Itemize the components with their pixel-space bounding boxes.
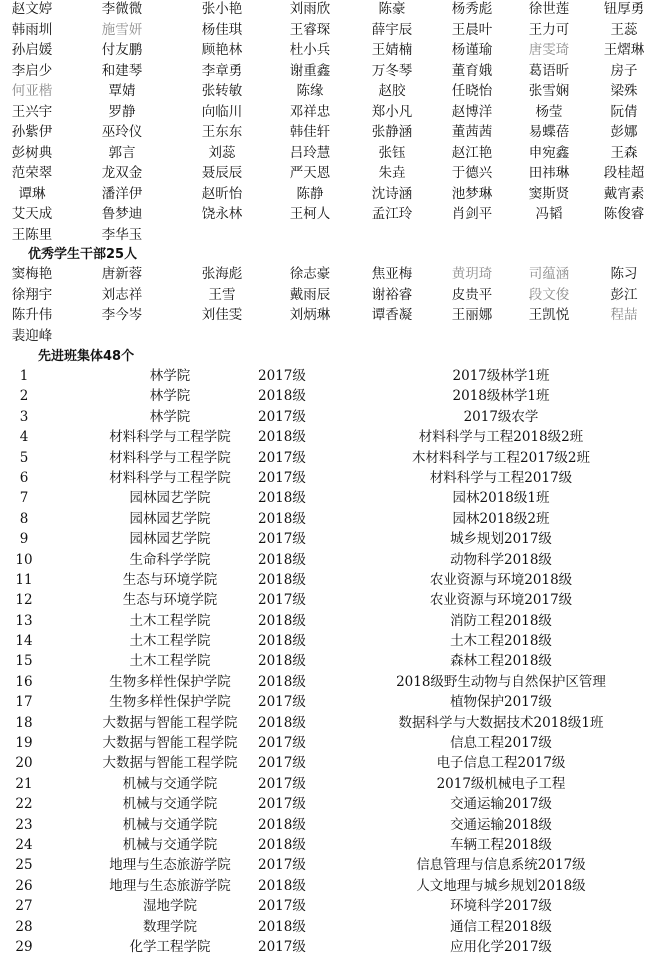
class-name: 信息工程2017级 [450,735,552,752]
class-name: 动物科学2018级 [450,551,552,568]
name-cell: 陈缘 [296,83,324,99]
class-name: 植物保护2017级 [450,694,552,711]
name-row [0,122,648,143]
grade-year: 2017级 [258,898,306,915]
table-row [0,896,648,916]
name-cell: 谢重鑫 [289,62,331,79]
grade-year: 2017级 [258,735,306,752]
name-cell: 李微微 [101,1,143,17]
table-row [0,835,648,855]
name-cell: 王雪 [208,286,236,303]
college-name: 大数据与智能工程学院 [102,714,238,731]
college-name: 材料科学与工程学院 [109,429,231,446]
college-name: 土木工程学院 [129,653,211,670]
name-row [0,225,648,246]
name-row [0,40,648,61]
table-row [0,917,648,937]
name-cell: 王柯人 [289,206,331,222]
row-number: 3 [19,408,29,425]
row-number: 18 [15,714,33,731]
cadres-heading: 优秀学生干部25人 [28,247,138,262]
name-cell: 赵文婷 [11,1,53,17]
name-cell: 杜小兵 [289,42,331,58]
name-cell: 于德兴 [451,165,493,181]
grade-year: 2017级 [258,469,306,486]
name-cell: 龙双金 [101,165,143,181]
name-cell: 彭娜 [610,124,638,140]
grade-year: 2018级 [258,551,306,568]
table-row [0,509,648,529]
college-name: 机械与交通学院 [122,836,218,853]
name-cell: 严天恩 [289,165,331,181]
name-cell: 唐雯琦 [528,42,570,58]
name-row [0,20,648,41]
name-cell: 韩雨圳 [11,21,53,38]
name-cell: 陈习 [610,266,638,282]
name-cell: 陈豪 [378,1,406,17]
table-row [0,815,648,835]
name-cell: 施雪妍 [101,21,143,38]
class-name: 车辆工程2018级 [450,836,552,853]
table-row [0,651,648,671]
row-number: 21 [15,775,33,792]
name-cell: 黄玥琦 [451,266,493,282]
name-cell: 李华玉 [101,226,143,243]
grade-year: 2018级 [258,653,306,670]
table-row [0,937,648,957]
name-cell: 窦梅艳 [11,266,53,282]
row-number: 5 [19,449,29,466]
name-cell: 王东东 [201,124,243,140]
row-number: 15 [15,653,33,670]
name-cell: 聂辰辰 [201,165,243,181]
name-cell: 范荣翠 [11,165,53,181]
name-row [0,61,648,82]
name-cell: 易蝶蓓 [528,124,570,140]
college-name: 大数据与智能工程学院 [102,755,238,772]
class-name: 木材料科学与工程2017级2班 [412,449,590,466]
college-name: 地理与生态旅游学院 [109,857,231,874]
name-cell: 刘蕊 [208,144,236,161]
name-cell: 张海彪 [201,266,243,282]
grade-year: 2018级 [258,571,306,588]
table-row [0,753,648,773]
advanced-classes-table [0,366,648,957]
table-row [0,672,648,692]
class-name: 城乡规划2017级 [450,531,552,548]
name-cell: 梁殊 [610,83,638,99]
name-cell: 阮倩 [610,103,638,120]
name-cell: 杨佳琪 [201,21,243,38]
name-cell: 杨谨瑜 [451,42,493,58]
row-number: 16 [15,673,33,690]
college-name: 地理与生态旅游学院 [109,877,231,894]
name-cell: 田祎琳 [528,165,570,181]
name-cell: 罗静 [108,103,136,120]
name-cell: 徐志豪 [289,266,331,282]
college-name: 湿地学院 [143,898,197,915]
grade-year: 2017级 [258,449,306,466]
name-cell: 戴宵素 [603,185,645,202]
name-cell: 徐翔宇 [11,286,53,303]
name-cell: 饶永林 [201,206,243,222]
college-name: 机械与交通学院 [122,816,218,833]
name-cell: 赵胶 [378,83,406,99]
name-row [0,163,648,184]
college-name: 园林园艺学院 [129,490,211,507]
row-number: 23 [15,816,33,833]
row-number: 4 [19,429,29,446]
name-cell: 司蕴涵 [528,266,570,282]
class-name: 通信工程2018级 [450,918,552,935]
college-name: 生态与环境学院 [122,571,218,588]
name-cell: 皮贵平 [451,286,493,303]
name-cell: 王陈里 [11,226,53,243]
name-cell: 陈升伟 [11,307,53,323]
table-row [0,427,648,447]
college-name: 化学工程学院 [129,938,211,955]
name-cell: 和建琴 [101,62,143,79]
class-name: 交通运输2017级 [450,796,552,813]
grade-year: 2018级 [258,816,306,833]
name-cell: 王森 [610,144,638,161]
name-cell: 王蕊 [610,21,638,38]
college-name: 生命科学学院 [129,551,211,568]
grade-year: 2017级 [258,531,306,548]
grade-year: 2017级 [258,694,306,711]
name-cell: 申宛鑫 [528,144,570,161]
name-row [0,0,648,20]
grade-year: 2018级 [258,714,306,731]
class-name: 农业资源与环境2017级 [429,592,573,609]
row-number: 19 [15,735,33,752]
name-cell: 戴雨辰 [289,286,331,303]
name-cell: 谭香凝 [371,307,413,323]
name-cell: 薛宇辰 [371,21,413,38]
name-cell: 王熠琳 [603,42,645,58]
row-number: 25 [15,857,33,874]
name-cell: 任晓怡 [451,83,493,99]
class-name: 园林2018级1班 [452,490,550,507]
grade-year: 2017级 [258,755,306,772]
name-row [0,81,648,102]
class-name: 环境科学2017级 [450,898,552,915]
class-name: 农业资源与环境2018级 [429,571,573,588]
name-cell: 冯韬 [535,206,563,222]
college-name: 机械与交通学院 [122,775,218,792]
row-number: 26 [15,877,33,894]
name-cell: 窦斯贤 [528,185,570,202]
row-number: 28 [15,918,33,935]
grade-year: 2018级 [258,918,306,935]
name-cell: 付友鹏 [101,42,143,58]
name-cell: 董茜茜 [451,124,493,140]
name-row [0,305,648,326]
name-cell: 张静涵 [371,124,413,140]
name-row [0,143,648,164]
table-row [0,631,648,651]
class-name: 电子信息工程2017级 [436,755,566,772]
table-row [0,692,648,712]
name-cell: 唐新蓉 [101,266,143,282]
class-name: 2018级林学1班 [452,388,550,405]
name-cell: 王丽娜 [451,307,493,323]
name-row [0,285,648,306]
name-cell: 孙紫伊 [11,124,53,140]
table-row [0,733,648,753]
table-row [0,774,648,794]
name-cell: 段桂超 [603,165,645,181]
grade-year: 2018级 [258,429,306,446]
name-cell: 孙启媛 [11,42,53,58]
grade-year: 2018级 [258,673,306,690]
name-cell: 潘洋伊 [101,185,143,202]
row-number: 13 [15,612,33,629]
row-number: 10 [15,551,33,568]
row-number: 14 [15,633,33,650]
name-cell: 池梦琳 [451,185,493,202]
class-name: 土木工程2018级 [450,633,552,650]
class-name: 2017级机械电子工程 [436,775,566,792]
college-name: 材料科学与工程学院 [109,469,231,486]
name-cell: 刘炳琳 [289,307,331,323]
name-cell: 韩佳轩 [289,124,331,140]
college-name: 生物多样性保护学院 [109,673,231,690]
name-cell: 陈俊睿 [603,206,645,222]
class-name: 交通运输2018级 [450,816,552,833]
college-name: 生物多样性保护学院 [109,694,231,711]
name-cell: 赵博洋 [451,103,493,120]
name-cell: 王睿琛 [289,21,331,38]
name-cell: 李今岑 [101,307,143,323]
table-row [0,876,648,896]
name-cell: 刘佳雯 [201,307,243,323]
class-name: 材料科学与工程2018级2班 [418,429,584,446]
name-cell: 陈静 [296,185,324,202]
table-row [0,855,648,875]
college-name: 土木工程学院 [129,633,211,650]
table-row [0,713,648,733]
name-cell: 刘雨欣 [289,1,331,17]
class-name: 园林2018级2班 [452,510,550,527]
college-name: 大数据与智能工程学院 [102,735,238,752]
name-cell: 邓祥忠 [289,103,331,120]
name-cell: 张雪娴 [528,83,570,99]
name-cell: 王力可 [528,21,570,38]
row-number: 11 [15,571,33,588]
name-cell: 彭树典 [11,144,53,161]
college-name: 机械与交通学院 [122,796,218,813]
name-cell: 裴迎峰 [11,327,53,344]
name-cell: 张钰 [378,144,406,161]
grade-year: 2017级 [258,368,306,384]
row-number: 24 [15,836,33,853]
class-name: 应用化学2017级 [450,938,552,955]
name-row [0,326,648,347]
name-cell: 郭言 [108,144,136,161]
grade-year: 2018级 [258,836,306,853]
name-cell: 焦亚梅 [371,266,413,282]
name-cell: 万冬琴 [371,62,413,79]
table-row [0,468,648,488]
table-row [0,407,648,427]
row-number: 29 [15,938,33,955]
college-name: 数理学院 [143,918,197,935]
table-row [0,611,648,631]
college-name: 生态与环境学院 [122,592,218,609]
name-cell: 刘志祥 [101,286,143,303]
name-cell: 向临川 [201,103,243,120]
name-cell: 房子 [610,62,638,79]
grade-year: 2017级 [258,592,306,609]
name-cell: 杨秀彪 [451,1,493,17]
table-row [0,488,648,508]
table-row [0,794,648,814]
name-cell: 王凯悦 [528,307,570,323]
excellent-cadres-grid [0,264,648,346]
grade-year: 2018级 [258,633,306,650]
name-row [0,102,648,123]
name-cell: 肖剑平 [451,206,493,222]
class-name: 材料科学与工程2017级 [429,469,573,486]
name-cell: 赵江艳 [451,144,493,161]
name-row [0,204,648,225]
college-name: 土木工程学院 [129,612,211,629]
name-cell: 王婧楠 [371,42,413,58]
name-cell: 赵昕怡 [201,185,243,202]
grade-year: 2018级 [258,490,306,507]
grade-year: 2017级 [258,796,306,813]
excellent-students-grid [0,0,648,245]
table-row [0,550,648,570]
name-cell: 段文俊 [528,286,570,303]
name-cell: 沈诗涵 [371,185,413,202]
row-number: 2 [19,388,29,405]
college-name: 园林园艺学院 [129,510,211,527]
name-cell: 鲁梦迪 [101,206,143,222]
class-name: 消防工程2018级 [450,612,552,629]
name-cell: 郑小凡 [371,103,413,120]
class-name: 人文地理与城乡规划2018级 [416,877,586,894]
row-number: 12 [15,592,33,609]
class-name: 2017级农学 [463,408,539,425]
name-row [0,184,648,205]
name-cell: 谭琳 [18,185,46,202]
name-cell: 李启少 [11,62,53,79]
name-cell: 顾艳林 [201,42,243,58]
name-cell: 朱垚 [378,165,406,181]
name-cell: 彭江 [610,286,638,303]
row-number: 27 [15,898,33,915]
name-cell: 王晨叶 [451,21,493,38]
table-row [0,570,648,590]
grade-year: 2017级 [258,938,306,955]
college-name: 林学院 [149,408,191,425]
table-row [0,590,648,610]
table-row [0,366,648,386]
classes-heading: 先进班集体48个 [38,349,135,364]
grade-year: 2018级 [258,877,306,894]
table-row [0,386,648,406]
name-cell: 孟江玲 [371,206,413,222]
class-name: 数据科学与大数据技术2018级1班 [398,714,604,731]
name-cell: 艾天成 [11,206,53,222]
name-cell: 杨莹 [535,103,563,120]
grade-year: 2018级 [258,388,306,405]
name-cell: 巫玲仪 [101,124,143,140]
name-cell: 覃婧 [108,83,136,99]
name-row [0,264,648,285]
row-number: 1 [19,368,29,384]
name-cell: 谢裕睿 [371,286,413,303]
grade-year: 2018级 [258,612,306,629]
grade-year: 2017级 [258,775,306,792]
college-name: 林学院 [149,368,191,384]
grade-year: 2018级 [258,510,306,527]
name-cell: 程喆 [610,307,638,323]
college-name: 材料科学与工程学院 [109,449,231,466]
row-number: 6 [19,469,29,486]
name-cell: 吕玲慧 [289,144,331,161]
college-name: 园林园艺学院 [129,531,211,548]
college-name: 林学院 [149,388,191,405]
table-row [0,529,648,549]
class-name: 2017级林学1班 [452,368,550,384]
name-cell: 李章勇 [201,62,243,79]
row-number: 9 [19,531,29,548]
name-cell: 董育娥 [451,62,493,79]
name-cell: 张转敏 [201,83,243,99]
name-cell: 何亚楷 [11,83,53,99]
row-number: 8 [19,510,29,527]
table-row [0,448,648,468]
name-cell: 徐世莲 [528,1,570,17]
class-name: 森林工程2018级 [450,653,552,670]
name-cell: 钮厚勇 [603,1,645,17]
row-number: 20 [15,755,33,772]
row-number: 17 [15,694,33,711]
row-number: 7 [19,490,29,507]
class-name: 信息管理与信息系统2017级 [416,857,586,874]
class-name: 2018级野生动物与自然保护区管理 [396,673,606,690]
name-cell: 王兴宇 [11,103,53,120]
row-number: 22 [15,796,33,813]
grade-year: 2017级 [258,857,306,874]
name-cell: 葛语昕 [528,62,570,79]
name-cell: 张小艳 [201,1,243,17]
grade-year: 2017级 [258,408,306,425]
